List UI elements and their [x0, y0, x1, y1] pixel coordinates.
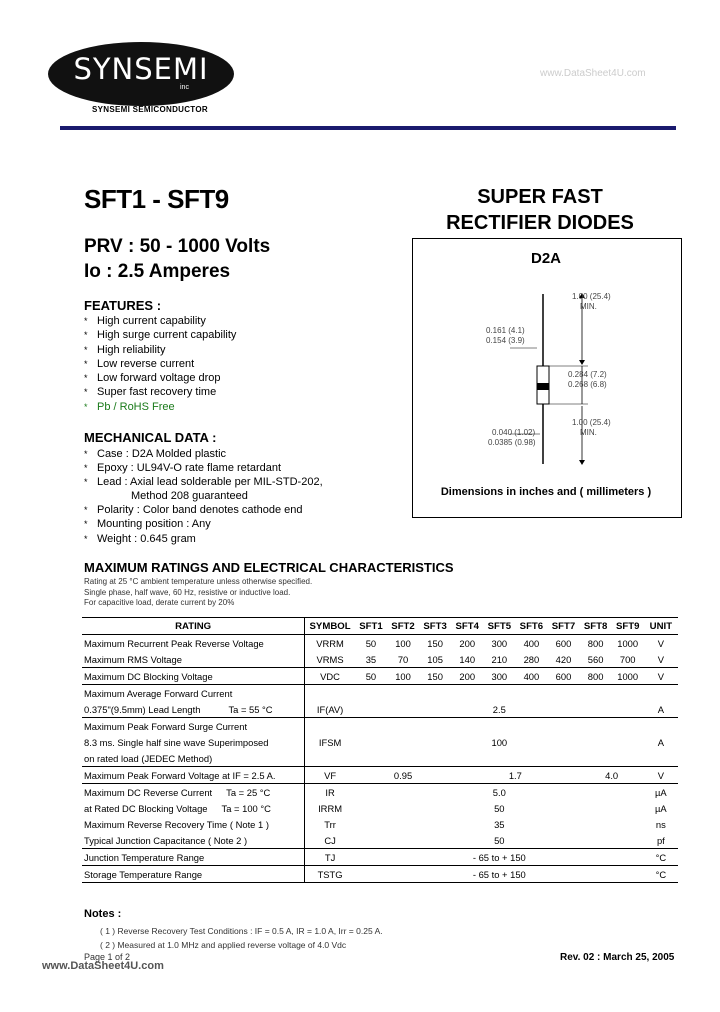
diode-outline-drawing: [412, 238, 680, 516]
list-item: * High surge current capability: [84, 329, 237, 342]
page-title: SFT1 - SFT9: [84, 184, 229, 214]
prv-rating: PRV : 50 - 1000 Volts: [84, 236, 271, 257]
ratings-notes: Rating at 25 °C ambient temperature unless otherwise specified. Single phase, half wave, 60 Hz, resistive or inductive load. For capacitive load, derate current by 20%: [84, 577, 313, 607]
watermark-bottom: www.DataSheet4U.com: [42, 960, 164, 972]
table-row: at Rated DC Blocking Voltage Ta = 100 °C IRRM 50 µA: [82, 800, 678, 816]
dim-lead-top-2: MIN.: [580, 302, 597, 311]
dim-lead-top-1: 1.00 (25.4): [572, 292, 611, 301]
table-row: Maximum Peak Forward Surge Current: [82, 718, 678, 735]
table-row: Junction Temperature Range TJ - 65 to + 150 °C: [82, 849, 678, 866]
logo-text: SYNSEMI: [73, 52, 209, 86]
table-row: on rated load (JEDEC Method): [82, 750, 678, 767]
table-row: Maximum RMS Voltage VRMS 35 70 105 140 210 280 420 560 700 V: [82, 651, 678, 668]
table-row: Typical Junction Capacitance ( Note 2 ) CJ 50 pf: [82, 832, 678, 849]
list-item: * Weight : 0.645 gram: [84, 532, 196, 545]
dim-wire-1: 0.040 (1.02): [492, 428, 536, 437]
table-row: Maximum Recurrent Peak Reverse Voltage VRRM 50 100 150 200 300 400 600 800 1000 V: [82, 635, 678, 652]
table-row: Maximum Reverse Recovery Time ( Note 1 ) Trr 35 ns: [82, 816, 678, 832]
list-item: * Epoxy : UL94V-O rate flame retardant: [84, 462, 282, 475]
table-row: Maximum DC Blocking Voltage VDC 50 100 150 200 300 400 600 800 1000 V: [82, 668, 678, 685]
subtitle-line1: SUPER FAST: [477, 186, 603, 208]
features-list: [84, 314, 236, 414]
list-item: Method 208 guaranteed: [131, 490, 248, 503]
table-row: 0.375"(9.5mm) Lead Length Ta = 55 °C IF(AV) 2.5 A: [82, 701, 678, 718]
list-item: * Lead : Axial lead solderable per MIL-STD-202,: [84, 476, 323, 489]
list-item: * Pb / RoHS Free: [84, 400, 175, 413]
note-1: ( 1 ) Reverse Recovery Test Conditions : IF = 0.5 A, IR = 1.0 A, Irr = 0.25 A.: [100, 926, 383, 936]
table-row: 8.3 ms. Single half sine wave Superimposed IFSM 100 A: [82, 734, 678, 750]
note-2: ( 2 ) Measured at 1.0 MHz and applied reverse voltage of 4.0 Vdc: [100, 940, 347, 950]
table-row: Maximum Peak Forward Voltage at IF = 2.5 A. VF 0.95 1.7 4.0 V: [82, 767, 678, 784]
page-number: Page 1 of 2: [84, 952, 131, 962]
features-heading: FEATURES :: [84, 298, 162, 313]
table-row: Maximum Average Forward Current: [82, 685, 678, 702]
notes-heading: Notes :: [84, 908, 122, 920]
dim-lead-bot-2: MIN.: [580, 428, 597, 437]
header-rule: [60, 126, 676, 130]
subtitle-line2: RECTIFIER DIODES: [446, 212, 634, 234]
revision-date: Rev. 02 : March 25, 2005: [560, 952, 675, 963]
dim-lead-bot-1: 1.00 (25.4): [572, 418, 611, 427]
table-row: Maximum DC Reverse Current Ta = 25 °C IR 5.0 µA: [82, 784, 678, 801]
package-name: D2A: [530, 250, 561, 267]
dim-body-len-2: 0.268 (6.8): [568, 380, 607, 389]
dim-body-dia-2: 0.154 (3.9): [486, 336, 525, 345]
list-item: * Mounting position : Any: [84, 518, 211, 531]
list-item: * High current capability: [84, 315, 206, 327]
list-item: * Low reverse current: [84, 357, 195, 370]
table-header-row: RATING SYMBOL SFT1 SFT2 SFT3 SFT4 SFT5 SFT6 SFT7 SFT8 SFT9 UNIT: [82, 618, 678, 635]
dim-body-len-1: 0.284 (7.2): [568, 370, 607, 379]
table-row: Storage Temperature Range TSTG - 65 to + 150 °C: [82, 866, 678, 883]
list-item: * Low forward voltage drop: [84, 372, 221, 385]
list-item: * Polarity : Color band denotes cathode end: [84, 504, 303, 517]
dim-body-dia-1: 0.161 (4.1): [486, 326, 525, 335]
ratings-heading: MAXIMUM RATINGS AND ELECTRICAL CHARACTERISTICS: [84, 560, 454, 575]
mechanical-heading: MECHANICAL DATA :: [84, 430, 217, 445]
package-caption: Dimensions in inches and ( millimeters ): [440, 486, 652, 498]
ratings-table: [82, 617, 678, 883]
notes-list: [100, 924, 383, 952]
list-item: * High reliability: [84, 343, 166, 356]
dim-wire-2: 0.0385 (0.98): [488, 438, 536, 447]
list-item: * Super fast recovery time: [84, 386, 217, 399]
logo-inc: inc: [180, 84, 189, 91]
list-item: * Case : D2A Molded plastic: [84, 448, 227, 460]
watermark-top: www.DataSheet4U.com: [540, 68, 646, 79]
company-name: SYNSEMI SEMICONDUCTOR: [92, 105, 208, 114]
io-rating: Io : 2.5 Amperes: [84, 261, 231, 282]
mechanical-list: [84, 447, 323, 546]
